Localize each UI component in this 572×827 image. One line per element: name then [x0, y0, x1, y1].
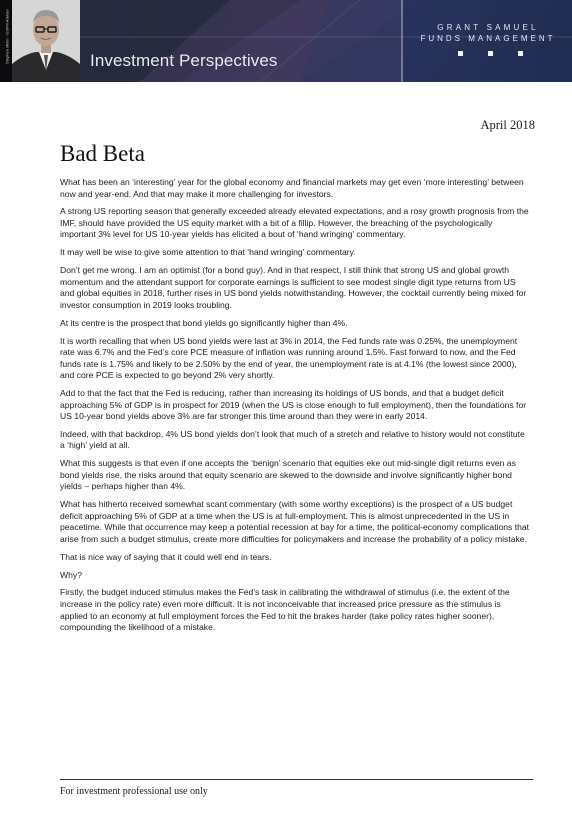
- paragraph: It may well be wise to give some attention to that ‘hand wringing’ commentary.: [60, 247, 356, 258]
- paragraph: A strong US reporting season that generally exceeded already elevated expectations, and a rosy growth prognosis from the IMF, should have provided the US equity market with a bit of a fillip. However, the breaching of the psychologically important 3% level for US 10-year yields has elicited a bout of ‘hand wringing’ commentary.: [60, 206, 529, 240]
- paragraph: What has hitherto received somewhat scant commentary (with some worthy exceptions) is the prospect of a US budget deficit approaching 5% of GDP at a time when the US is at full-employment. This is almost unprecedented in the US in peacetime. While that occurrence may keep a potential recession at bay for a time, the political-economy complications that arise from such a budget stimulus, create more difficulties for policymakers and increase the probability of a policy mistake.: [60, 499, 530, 544]
- brand-name-line1: GRANT SAMUEL: [437, 23, 539, 32]
- brand-name-line2: FUNDS MANAGEMENT: [420, 34, 556, 43]
- paragraph: Don’t get me wrong. I am an optimist (for a bond guy). And in that respect, I still think that strong US and global growth momentum and the attendant support for corporate earnings is sufficient to see modest single digit type returns from US and global equities in 2018, further rises in US bond yields notwithstanding. However, the cocktail currently being mixed for investor consumption in 2019 looks troubling.: [60, 265, 527, 310]
- brand-dots-icon: [458, 51, 524, 57]
- paragraph: Add to that the fact that the Fed is reducing, rather than increasing its holdings of US bonds, and that a budget deficit approaching 5% of GDP is in prospect for 2019 (when the US is close enough to full employment), then the foundations for US 10-year bond yields above 3% are far stronger this time around than they were in early 2014.: [60, 387, 527, 422]
- paragraph: Indeed, with that backdrop, 4% US bond yields don’t look that much of a stretch and relative to history would not constitute a ‘high’ yield at all.: [60, 428, 525, 451]
- header-banner: [0, 0, 572, 82]
- paragraph: That is nice way of saying that it could well end in tears.: [60, 551, 272, 562]
- paragraph: What has been an ‘interesting’ year for the global economy and financial markets may get even ‘more interesting’ between now and year-end. And that may make it more challenging for investors.: [60, 177, 524, 199]
- paragraph: What this suggests is that even if one accepts the ‘benign’ scenario that equities eke out mid-single digit returns even as bond yields rise, the risks around that equity scenario are skewed to the downside and involve significantly higher bond yields – perhaps higher than 4%.: [60, 458, 516, 492]
- author-photo: [12, 0, 80, 82]
- banner-title: Investment Perspectives: [90, 51, 278, 70]
- paragraph: Why?: [60, 569, 82, 580]
- brand-logo: [408, 22, 568, 44]
- publication-date: April 2018: [480, 118, 535, 132]
- paragraph: At its centre is the prospect that bond yields go significantly higher than 4%.: [60, 317, 348, 328]
- footer-divider: [60, 779, 533, 780]
- article-title: Bad Beta: [60, 141, 145, 166]
- photo-credit: Stephen Miller - GSFM Adviser: [4, 9, 10, 64]
- footer-note: For investment professional use only: [60, 786, 208, 797]
- photo-credit-strip: [0, 0, 12, 82]
- paragraph: Firstly, the budget induced stimulus makes the Fed’s task in calibrating the withdrawal of stimulus (i.e. the extent of the increase in the policy rate) even more difficult. It is not inconceivable that increased price pressure as the stimulus is applied to an economy at full employment forces the Fed to hit the brakes harder (take policy rates higher sooner), compounding the likelihood of a mistake.: [60, 587, 510, 633]
- paragraph: It is worth recalling that when US bond yields were last at 3% in 2014, the Fed funds rate was 0.25%, the unemployment rate was 6.7% and the Fed’s core PCE measure of inflation was running around 1.5%. Fast forward to now, and the Fed funds rate is 1.75% and likely to be 2.50% by the end of year, the unemployment rate is at 4.1% (the lowest since 2000), and core PCE is expected to go beyond 2% very shortly.: [60, 335, 518, 381]
- article-body: [60, 177, 530, 640]
